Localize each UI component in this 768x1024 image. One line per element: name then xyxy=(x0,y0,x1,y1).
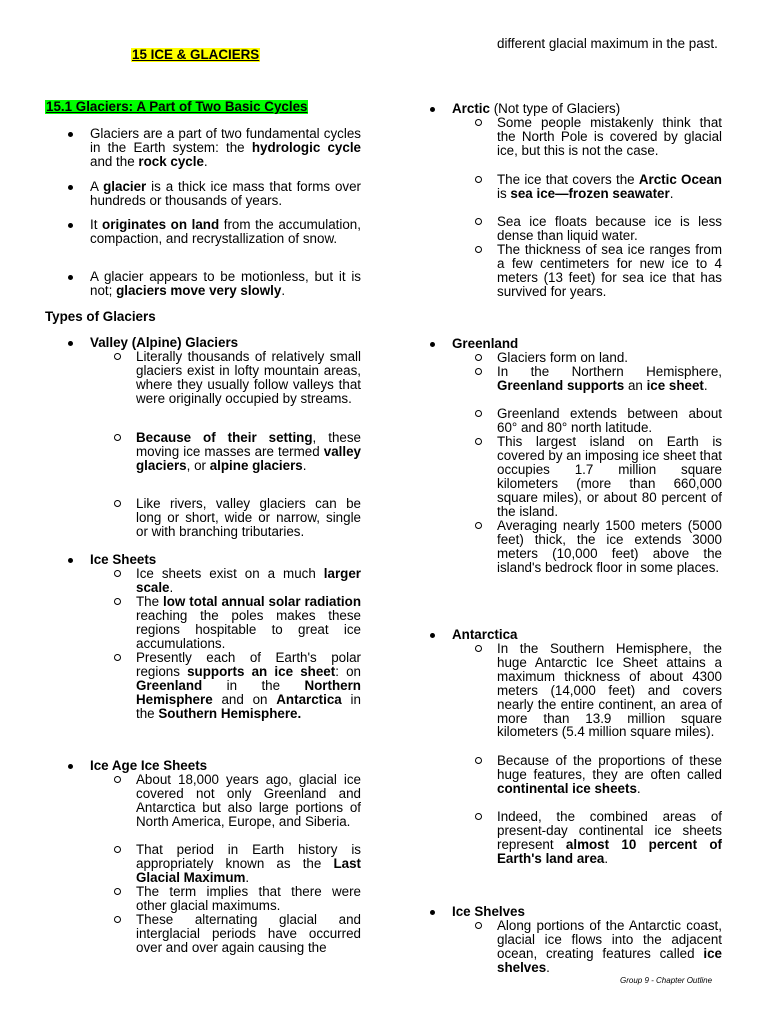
bullet-circle-icon xyxy=(475,813,482,820)
bullet-circle-icon xyxy=(475,922,482,929)
bullet-dot-icon xyxy=(68,185,73,190)
bullet-circle-icon xyxy=(475,410,482,417)
bullet-dot-icon xyxy=(68,558,73,563)
bullet-circle-icon xyxy=(114,916,121,923)
sub-bullet xyxy=(497,407,722,435)
bullet-label: Antarctica xyxy=(452,627,518,642)
sub-bullet xyxy=(497,519,722,575)
bullet-circle-icon xyxy=(475,176,482,183)
bullet-text: These alternating glacial and interglacial periods have occurred over and over again causing the xyxy=(136,912,361,955)
bullet-text: Glaciers form on land. xyxy=(497,350,628,365)
sub-bullet xyxy=(497,215,722,243)
bullet-text: Some people mistakenly think that the North Pole is covered by glacial ice, but this is not the case. xyxy=(497,115,722,158)
bullet-text: The ice that covers the Arctic Ocean is sea ice—frozen seawater. xyxy=(497,172,722,201)
bullet-text: The low total annual solar radiation reaching the poles makes these regions hospitable to great ice accumulations. xyxy=(136,594,362,651)
sub-bullet xyxy=(136,651,361,721)
bullet-circle-icon xyxy=(475,246,482,253)
page-footer: Group 9 - Chapter Outline xyxy=(620,976,713,985)
bullet-circle-icon xyxy=(475,438,482,445)
bullet-dot-icon xyxy=(68,132,73,137)
bullet-circle-icon xyxy=(475,368,482,375)
sub-bullet xyxy=(136,431,361,473)
bullet-circle-icon xyxy=(475,354,482,361)
sub-bullet xyxy=(136,350,361,406)
bullet-circle-icon xyxy=(114,570,121,577)
bullet-circle-icon xyxy=(114,434,121,441)
sub-bullet xyxy=(136,497,361,539)
antarctica-heading xyxy=(452,628,518,642)
bullet-text: Ice sheets exist on a much larger scale. xyxy=(136,566,361,595)
bullet-label: Valley (Alpine) Glaciers xyxy=(90,335,239,350)
bullet-dot-icon xyxy=(430,342,435,347)
ice-sheets-heading xyxy=(90,553,156,567)
bullet-text: Sea ice floats because ice is less dense than liquid water. xyxy=(497,214,722,243)
bullet-text: A glacier is a thick ice mass that forms over hundreds or thousands of years. xyxy=(90,179,361,208)
sub-bullet xyxy=(497,919,722,975)
sub-bullet xyxy=(497,810,722,866)
bullet-text: This largest island on Earth is covered by an imposing ice sheet that occupies 1.7 million square kilometers (more than 660,000 square miles), or about 80 percent of the island. xyxy=(497,434,722,519)
bullet-dot-icon xyxy=(68,341,73,346)
bullet-dot-icon xyxy=(430,107,435,112)
types-heading: Types of Glaciers xyxy=(45,309,156,324)
sub-bullet xyxy=(136,913,361,955)
sub-bullet xyxy=(136,567,361,595)
intro-bullet xyxy=(90,127,361,169)
bullet-label: Arctic xyxy=(452,101,490,116)
intro-bullet xyxy=(90,270,361,298)
sub-bullet xyxy=(497,754,722,796)
bullet-text: The term implies that there were other glacial maximums. xyxy=(136,884,361,913)
bullet-circle-icon xyxy=(114,500,121,507)
bullet-note: (Not type of Glaciers) xyxy=(489,101,621,116)
bullet-circle-icon xyxy=(114,776,121,783)
ice-shelves-heading xyxy=(452,905,525,919)
bullet-text: In the Southern Hemisphere, the huge Antarctic Ice Sheet attains a maximum thickness of about 4300 meters (14,000 feet) and covers nearly the entire continent, an area of more than 13.9 million square kilometers (5.4 million square miles). xyxy=(497,641,722,740)
sub-bullet xyxy=(497,435,722,518)
bullet-label: Ice Sheets xyxy=(90,552,157,567)
bullet-text: The thickness of sea ice ranges from a few centimeters for new ice to 4 meters (13 feet) for sea ice that has survived for years. xyxy=(497,242,722,299)
bullet-dot-icon xyxy=(430,633,435,638)
bullet-circle-icon xyxy=(114,353,121,360)
bullet-circle-icon xyxy=(114,654,121,661)
bullet-text: Like rivers, valley glaciers can be long or short, wide or narrow, single or with branching tributaries. xyxy=(136,496,361,539)
bullet-label: Ice Shelves xyxy=(452,904,525,919)
bullet-text: That period in Earth history is appropriately known as the Last Glacial Maximum. xyxy=(136,842,361,885)
bullet-text: Literally thousands of relatively small glaciers exist in lofty mountain areas, where they usually follow valleys that were originally occupied by streams. xyxy=(136,349,361,406)
ice-age-heading xyxy=(90,759,207,773)
bullet-text: Greenland extends between about 60° and 80° north latitude. xyxy=(497,406,722,435)
arctic-heading xyxy=(452,102,620,116)
sub-bullet xyxy=(497,365,722,393)
bullet-text: A glacier appears to be motionless, but it is not; glaciers move very slowly. xyxy=(90,269,361,298)
sub-bullet xyxy=(497,116,722,158)
bullet-text: Along portions of the Antarctic coast, glacial ice flows into the adjacent ocean, creating features called ice shelves. xyxy=(497,918,722,975)
bullet-circle-icon xyxy=(114,598,121,605)
sub-bullet xyxy=(497,642,722,739)
bullet-text: Presently each of Earth's polar regions supports an ice sheet: on Greenland in the Northern Hemisphere and on Antarctica in the Southern Hemisphere. xyxy=(136,650,361,721)
intro-bullet xyxy=(90,218,361,246)
intro-bullet xyxy=(90,180,361,208)
bullet-circle-icon xyxy=(475,645,482,652)
sub-bullet xyxy=(136,843,361,885)
bullet-circle-icon xyxy=(475,757,482,764)
greenland-heading xyxy=(452,337,518,351)
sub-bullet xyxy=(497,243,722,299)
bullet-dot-icon xyxy=(68,275,73,280)
continuation-text: different glacial maximum in the past. xyxy=(497,36,718,51)
bullet-dot-icon xyxy=(430,910,435,915)
bullet-text: Averaging nearly 1500 meters (5000 feet) thick, the ice extends 3000 meters (10,000 feet) above the island's bedrock floor in some places. xyxy=(497,518,722,575)
section-heading: 15.1 Glaciers: A Part of Two Basic Cycles xyxy=(46,99,308,114)
bullet-label: Greenland xyxy=(452,336,519,351)
bullet-text: Because of the proportions of these huge features, they are often called continental ice sheets. xyxy=(497,753,722,796)
bullet-text: In the Northern Hemisphere, Greenland supports an ice sheet. xyxy=(497,364,722,393)
bullet-circle-icon xyxy=(114,846,121,853)
bullet-label: Ice Age Ice Sheets xyxy=(90,758,208,773)
sub-bullet xyxy=(497,173,722,201)
bullet-circle-icon xyxy=(475,119,482,126)
bullet-text: Glaciers are a part of two fundamental cycles in the Earth system: the hydrologic cycle and the rock cycle. xyxy=(90,126,361,169)
sub-bullet xyxy=(136,773,361,829)
sub-bullet xyxy=(136,885,361,913)
bullet-text: Indeed, the combined areas of present-day continental ice sheets represent almost 10 percent of Earth's land area. xyxy=(497,809,722,866)
bullet-circle-icon xyxy=(475,218,482,225)
bullet-dot-icon xyxy=(68,764,73,769)
bullet-text: It originates on land from the accumulation, compaction, and recrystallization of snow. xyxy=(90,217,361,246)
sub-bullet xyxy=(497,351,722,365)
sub-bullet xyxy=(136,595,361,651)
bullet-text: About 18,000 years ago, glacial ice covered not only Greenland and Antarctica but also large portions of North America, Europe, and Siberia. xyxy=(136,772,361,829)
valley-glaciers-heading xyxy=(90,336,238,350)
bullet-circle-icon xyxy=(114,888,121,895)
bullet-dot-icon xyxy=(68,223,73,228)
page-title: 15 ICE & GLACIERS xyxy=(132,47,260,62)
bullet-text: Because of their setting, these moving ice masses are termed valley glaciers, or alpine glaciers. xyxy=(136,430,361,473)
bullet-circle-icon xyxy=(475,522,482,529)
